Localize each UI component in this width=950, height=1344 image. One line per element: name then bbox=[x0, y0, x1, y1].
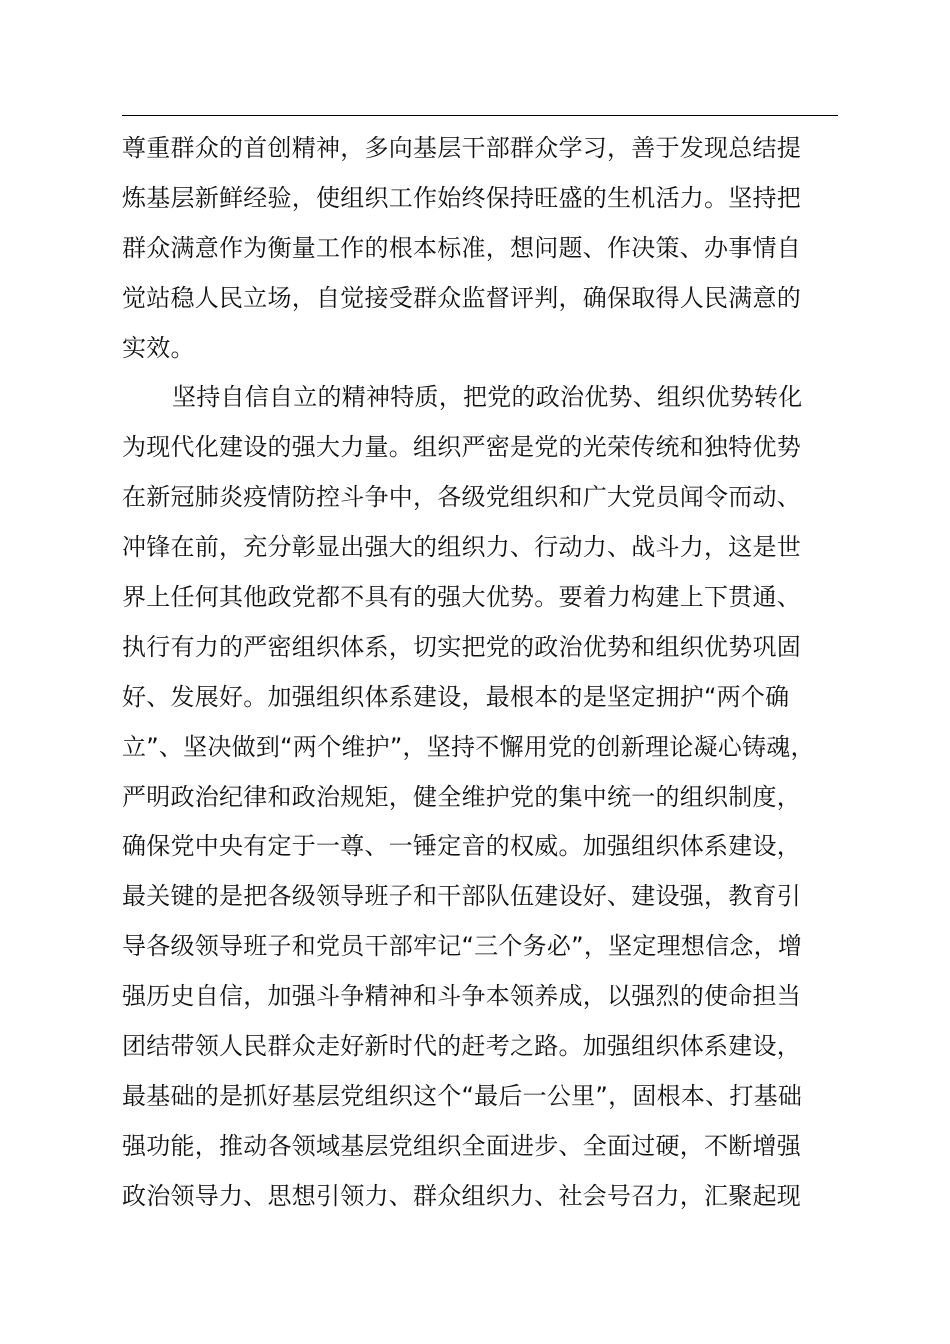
text-line: 立”、坚决做到“两个维护”，坚持不懈用党的创新理论凝心铸魂， bbox=[122, 732, 815, 761]
text-line: 群众满意作为衡量工作的根本标准，想问题、作决策、办事情自 bbox=[122, 233, 801, 262]
text-line: 觉站稳人民立场，自觉接受群众监督评判，确保取得人民满意的 bbox=[122, 283, 801, 312]
text-line: 政治领导力、思想引领力、群众组织力、社会号召力，汇聚起现 bbox=[122, 1181, 801, 1210]
text-line: 强功能，推动各领域基层党组织全面进步、全面过硬，不断增强 bbox=[122, 1131, 801, 1160]
text-line: 好、发展好。加强组织体系建设，最根本的是坚定拥护“两个确 bbox=[122, 682, 790, 711]
text-line: 尊重群众的首创精神，多向基层干部群众学习，善于发现总结提 bbox=[122, 134, 801, 162]
text-line: 在新冠肺炎疫情防控斗争中，各级党组织和广大党员闻令而动、 bbox=[122, 483, 801, 512]
text-line: 最基础的是抓好基层党组织这个“最后一公里”，固根本、打基础 bbox=[122, 1081, 803, 1110]
text-line: 实效。 bbox=[122, 333, 195, 362]
text-line: 强历史自信，加强斗争精神和斗争本领养成，以强烈的使命担当 bbox=[122, 982, 801, 1011]
text-line: 界上任何其他政党都不具有的强大优势。要着力构建上下贯通、 bbox=[122, 583, 801, 612]
header-rule bbox=[122, 115, 838, 116]
text-line: 执行有力的严密组织体系，切实把党的政治优势和组织优势巩固 bbox=[122, 632, 801, 661]
text-line: 最关键的是把各级领导班子和干部队伍建设好、建设强，教育引 bbox=[122, 882, 801, 911]
paragraph-1 bbox=[122, 124, 838, 373]
text-line: 严明政治纪律和政治规矩，健全维护党的集中统一的组织制度， bbox=[122, 782, 801, 811]
paragraph-2 bbox=[122, 373, 838, 1221]
text-line: 坚持自信自立的精神特质，把党的政治优势、组织优势转化 bbox=[172, 383, 803, 412]
text-line: 导各级领导班子和党员干部牢记“三个务必”，坚定理想信念，增 bbox=[122, 932, 803, 961]
document-body bbox=[122, 124, 838, 1222]
text-line: 确保党中央有定于一尊、一锤定音的权威。加强组织体系建设， bbox=[122, 832, 801, 861]
text-line: 炼基层新鲜经验，使组织工作始终保持旺盛的生机活力。坚持把 bbox=[122, 183, 801, 212]
text-line: 为现代化建设的强大力量。组织严密是党的光荣传统和独特优势 bbox=[122, 433, 801, 462]
text-line: 团结带领人民群众走好新时代的赶考之路。加强组织体系建设， bbox=[122, 1032, 801, 1061]
text-line: 冲锋在前，充分彰显出强大的组织力、行动力、战斗力，这是世 bbox=[122, 533, 801, 562]
